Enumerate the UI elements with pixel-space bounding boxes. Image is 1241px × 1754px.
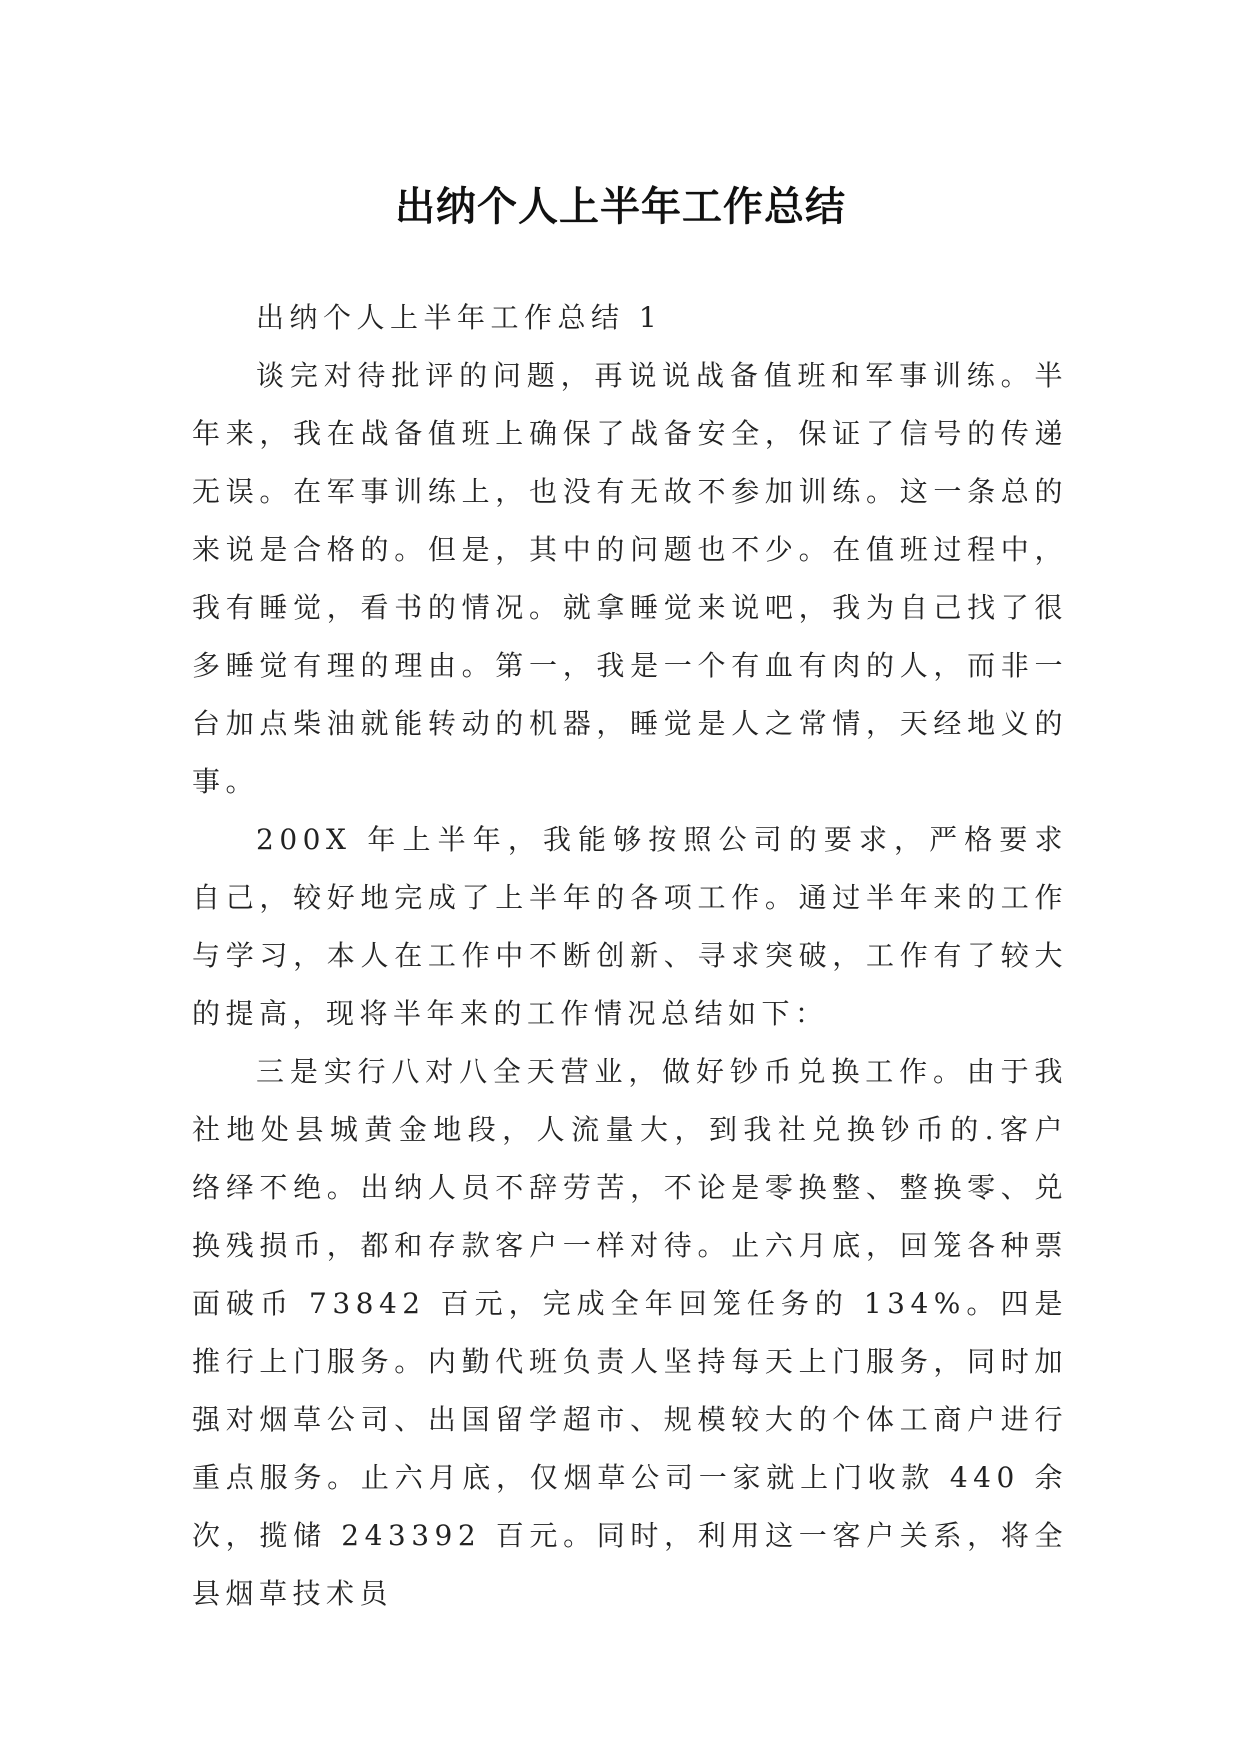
paragraph-1: 谈完对待批评的问题，再说说战备值班和军事训练。半年来，我在战备值班上确保了战备安全，保证了信号的传递无误。在军事训练上，也没有无故不参加训练。这一条总的来说是合格的。但是，其中的问题也不少。在值班过程中，我有睡觉，看书的情况。就拿睡觉来说吧，我为自己找了很多睡觉有理的理由。第一，我是一个有血有肉的人，而非一台加点柴油就能转动的机器，睡觉是人之常情，天经地义的事。: [192, 359, 1068, 798]
document-title: 出纳个人上半年工作总结: [395, 182, 846, 230]
document-body: [192, 289, 1068, 1623]
paragraph-subtitle: 出纳个人上半年工作总结 1: [256, 301, 663, 334]
paragraph-3: 三是实行八对八全天营业，做好钞币兑换工作。由于我社地处县城黄金地段，人流量大，到我社兑换钞币的.客户络绎不绝。出纳人员不辞劳苦，不论是零换整、整换零、兑换残损币，都和存款客户一样对待。止六月底，回笼各种票面破币 73842 百元，完成全年回笼任务的 134%。四是推行上门服务。内勤代班负责人坚持每天上门服务，同时加强对烟草公司、出国留学超市、规模较大的个体工商户进行重点服务。止六月底，仅烟草公司一家就上门收款 440 余次，揽储 243392 百元。同时，利用这一客户关系，将全县烟草技术员: [192, 1055, 1068, 1610]
paragraph-2: 200X 年上半年，我能够按照公司的要求，严格要求自己，较好地完成了上半年的各项工作。通过半年来的工作与学习，本人在工作中不断创新、寻求突破，工作有了较大的提高，现将半年来的工作情况总结如下：: [192, 823, 1068, 1030]
